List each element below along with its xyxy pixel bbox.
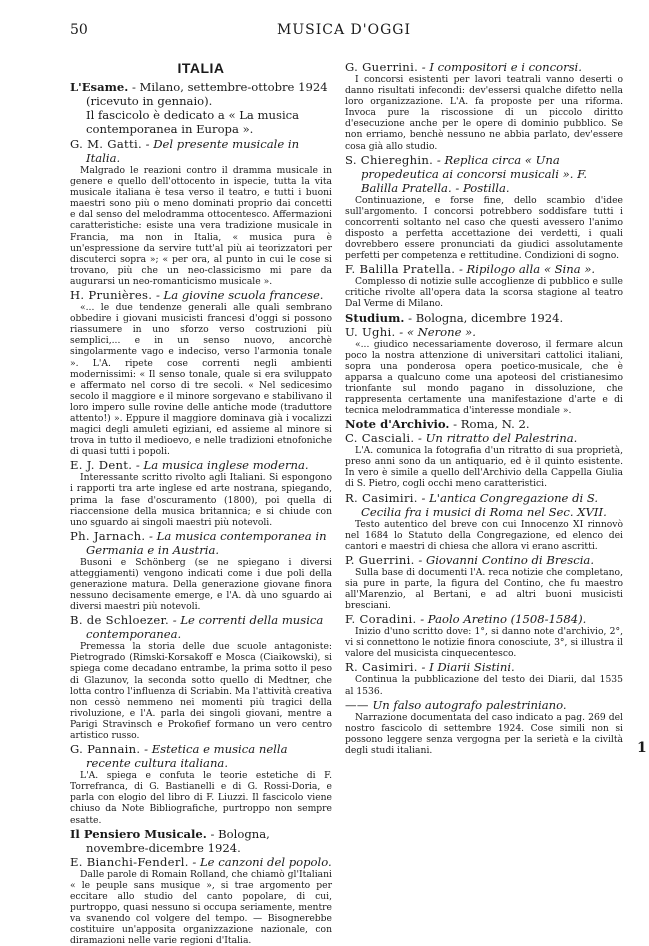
entry-title: R. Casimiri. - L'antica Congregazione di S. Cecilia fra i musici di Roma nel Sec. XVII. (345, 490, 607, 519)
review-entry (70, 288, 332, 457)
entry-author: F. Balilla Pratella. (345, 262, 456, 277)
entry-summary: Interessante scritto rivolto agli Italiani. Si espongono i rapporti tra arte inglese ed arte nostrana, spiegando, prima la fase d'oscuramento (1800), poi quella di riaccensione della musica britannica; e si chiude con uno sguardo ai singoli maestri più notevoli. (70, 472, 332, 528)
review-entry (345, 325, 623, 417)
journal-heading: Note d'Archivio. - Roma, N. 2. (345, 417, 530, 432)
entry-summary: Testo autentico del breve con cui Innocenzo XI rinnovò nel 1684 lo Statuto della Congregazione, ed elenco dei cantori e maestri di chiesa che allora vi erano ascritti. (345, 518, 623, 552)
journal-heading: Studium. - Bologna, dicembre 1924. (345, 310, 564, 325)
entry-title: S. Chiereghin. - Replica circa « Una propedeutica ai concorsi musicali ». F. Balilla Pratella. - Postilla. (345, 152, 588, 195)
journal-heading: L'Esame. - Milano, settembre-ottobre 1924 (ricevuto in gennaio). (70, 80, 328, 108)
journal-intro: Il fascicolo è dedicato a « La musica contemporanea in Europa ». (86, 108, 300, 136)
entry-summary: Malgrado le reazioni contro il dramma musicale in genere e quello dell'ottocento in ispecie, tutta la vita musicale italiana è tesa verso il teatro, e tutti i buoni maestri sono più o meno dominati proprio dai concetti e dal senso del melodramma ottocentesco. Affermazioni caratteristiche: esiste una vera tradizione musicale in Francia, ma non in Italia, « musica pura è un'espressione da servire tutt'al più ai teorizzatori per discuterci sopra »; « per ora, al punto in cui le cose si trovano, più che un neo-classicismo mi pare da augurarsi un neo-romanticismo musicale ». (70, 165, 332, 287)
entry-author: B. de Schloezer. (70, 613, 170, 628)
review-entry (345, 60, 623, 152)
entry-author: C. Casciali. (345, 431, 415, 446)
entry-author: S. Chiereghin. (345, 152, 434, 167)
entry-author: Ph. Jarnach. (70, 528, 146, 543)
entry-author: H. Prunières. (70, 288, 153, 303)
entry-author: —— (345, 697, 369, 712)
review-entry (345, 553, 623, 611)
entry-author: G. Guerrini. (345, 60, 419, 74)
entry-title: P. Guerrini. - Giovanni Contino di Brescia. (345, 552, 595, 567)
entry-summary: I concorsi esistenti per lavori teatrali vanno deserti o danno risultati infecondi: dev'essersi qualche difetto nella loro organizzazione. L'A. fa proposte per una riforma. Invoca pure la riscossione di un piccolo diritto d'esecuzione anche per le opere di dominio pubblico. Se non erriamo, benchè nessuno ne abbia parlato, dev'essere cosa già allo studio. (345, 74, 623, 152)
entry-summary: Dalle parole di Romain Rolland, che chiamò gl'Italiani « le peuple sans musique », si trae argomento per eccitare allo studio del canto popolare, di cui, purtroppo, quasi nessuno si occupa seriamente, mentre va svanendo col volgere del tempo. — Bisognerebbe costituire un'apposita organizzazione nazionale, con diramazioni nelle varie regioni d'Italia. (70, 868, 332, 946)
entry-title: B. de Schloezer. - Le correnti della musica contemporanea. (70, 613, 324, 642)
entry-author: F. Coradini. (345, 612, 417, 627)
review-entry (70, 458, 332, 527)
review-entry (70, 742, 332, 825)
entry-summary: Premessa la storia delle due scuole antagoniste: Pietrogrado (Rimski-Korsakoff e Mosca (Ciaikowski), si spiega come decadano entrambe, la prima sotto il peso di Glazunov, la seconda sotto quello di Medtner, che lotta contro l'influenza di Scriabin. Ma l'attività creativa non cessò nemmeno nei momenti più tragici della rivoluzione, e l'A. parla dei singoli giovani, mentre a Parigi Stravinsch e Prokofief formano un vero centro artistico russo. (70, 641, 332, 742)
entry-summary: Continuazione, e forse fine, dello scambio d'idee sull'argomento. I concorsi potrebbero soddisfare tutti i concorrenti soltanto nel caso che questi avessero l'animo disposto a perfetta accettazione dei verdetti, i quali dovrebbero essere pronunciati da giudici assolutamente perfetti per competenza e rettitudine. Condizioni di sogno. (345, 194, 623, 262)
page-header (70, 22, 618, 44)
entry-author: E. Bianchi-Fenderl. (70, 854, 189, 869)
entry-summary: Inizio d'uno scritto dove: 1°, si danno note d'archivio, 2°, vi si connettono le notizie finora conosciute, 3°, si illustra il valore del musicista cinquecentesco. (345, 626, 623, 660)
review-entry (345, 491, 623, 552)
entry-title: F. Balilla Pratella. - Ripilogo alla « Sina ». (345, 262, 596, 277)
entry-author: U. Ughi. (345, 324, 396, 339)
entry-summary: «... giudico necessariamente doveroso, il fermare alcun poco la nostra attenzione di universitari cattolici italiani, sopra una ponderosa opera poetico-musicale, che è apparsa a qualcuno come una apoteosi del cristianesimo trionfante sul mondo pagano in dissoluzione, che rappresenta certamente una manifestazione d'arte e di tecnica melodrammatica d'interesse mondiale ». (345, 338, 623, 417)
entry-author: P. Guerrini. (345, 552, 415, 567)
journal-heading: Il Pensiero Musicale. - Bologna, novembre-dicembre 1924. (70, 826, 270, 855)
entry-title: U. Ughi. - « Nerone ». (345, 324, 476, 339)
left-column (70, 60, 332, 946)
review-entry (345, 660, 623, 696)
entry-title: E. J. Dent. - La musica inglese moderna. (70, 458, 309, 473)
entry-summary: Busoni e Schönberg (se ne spiegano i diversi atteggiamenti) vengono indicati come i due poli della generazione matura. Della generazione giovane finora nessuno decisamente emerge, e l'A. dà uno sguardo ai diversi maestri più notevoli. (70, 556, 332, 613)
section-title: ITALIA (177, 60, 225, 76)
entry-title: R. Casimiri. - I Diarii Sistini. (345, 660, 515, 675)
entry-title: G. M. Gatti. - Del presente musicale in Italia. (70, 137, 300, 165)
entry-title: G. Pannain. - Estetica e musica nella recente cultura italiana. (70, 742, 288, 771)
entry-summary: Continua la pubblicazione del testo dei Diarii, dal 1535 al 1536. (345, 674, 623, 697)
review-entry (345, 612, 623, 659)
entry-title: Ph. Jarnach. - La musica contemporanea in Germania e in Austria. (70, 528, 327, 557)
right-column (345, 60, 623, 895)
entry-title: F. Coradini. - Paolo Aretino (1508-1584). (345, 612, 587, 627)
entry-title: E. Bianchi-Fenderl. - Le canzoni del popolo. (70, 854, 332, 869)
review-entry (345, 698, 623, 756)
review-entry (70, 137, 332, 287)
entry-summary: Narrazione documentata del caso indicato a pag. 269 del nostro fascicolo di settembre 1924. Cose simili non si possono leggere senza vergogna per la serietà e la civiltà degli studi italiani. (345, 711, 623, 756)
entry-author: G. M. Gatti. (70, 137, 142, 151)
entry-summary: L'A. comunica la fotografia d'un ritratto di sua proprietà, preso anni sono da un antiquario, ed è il quinto esistente. In vero è simile a quello dell'Archivio della Cappella Giulia di S. Pietro, cogli occhi meno caratteristici. (345, 445, 623, 490)
entry-author: R. Casimiri. (345, 490, 418, 505)
review-entry (345, 431, 623, 489)
entry-title: —— Un falso autografo palestriniano. (345, 697, 567, 712)
page-number: 50 (70, 22, 88, 38)
entry-summary: «... le due tendenze generali alle quali sembrano obbedire i giovani musicisti francesi d'oggi si possono riassumere in uno sforzo verso costruzioni più semplici,... e in un senso nuovo, ancorchè singolarmente vago e indeciso, verso l'armonia tonale ». L'A. ripete cose correnti negli ambienti modernissimi: « Il senso tonale, quale si era sviluppato e affermato nel corso di tre secoli. « Nel sedicesimo secolo il maggiore e il minore sorgevano e stabilivano il loro impero sulle rovine delle antiche mode (traduttore attento!) ». Eppure il maggiore dominava già i vocalizzi magici degli amuleti egiziani, ed assieme al minore si trova in tutto il medioevo, e nelle tradizioni etnofoniche di quasi tutti i popoli. (70, 302, 332, 458)
entry-title: H. Prunières. - La giovine scuola francese. (70, 288, 324, 303)
review-entry (70, 855, 332, 946)
entry-title: C. Casciali. - Un ritratto del Palestrina. (345, 431, 578, 446)
margin-mark: 1 (637, 740, 647, 756)
review-entry (345, 153, 623, 262)
review-entry (345, 262, 623, 309)
entry-author: E. J. Dent. (70, 458, 133, 473)
entry-title: G. Guerrini. - I compositori e i concorsi. (345, 60, 582, 74)
entry-summary: Complesso di notizie sulle accoglienze di pubblico e sulle critiche rivolte all'opera data la scorsa stagione al teatro Dal Verme di Milano. (345, 276, 623, 310)
running-head: MUSICA D'OGGI (277, 22, 411, 38)
entry-summary: L'A. spiega e confuta le teorie estetiche di F. Torrefranca, di G. Bastianelli e di G. Rossi-Doria, e parla con elogio del libro di F. Liuzzi. Il fascicolo viene chiuso da Note Bibliografiche, purtroppo non sempre esatte. (70, 770, 332, 826)
entry-author: G. Pannain. (70, 742, 141, 757)
review-entry (70, 613, 332, 741)
review-entry (70, 529, 332, 612)
entry-summary: Sulla base di documenti l'A. reca notizie che completano, sia pure in parte, la figura del Contino, che fu maestro all'Marenzio, al Bertani, e ad altri buoni musicisti bresciani. (345, 566, 623, 612)
entry-author: R. Casimiri. (345, 660, 418, 675)
